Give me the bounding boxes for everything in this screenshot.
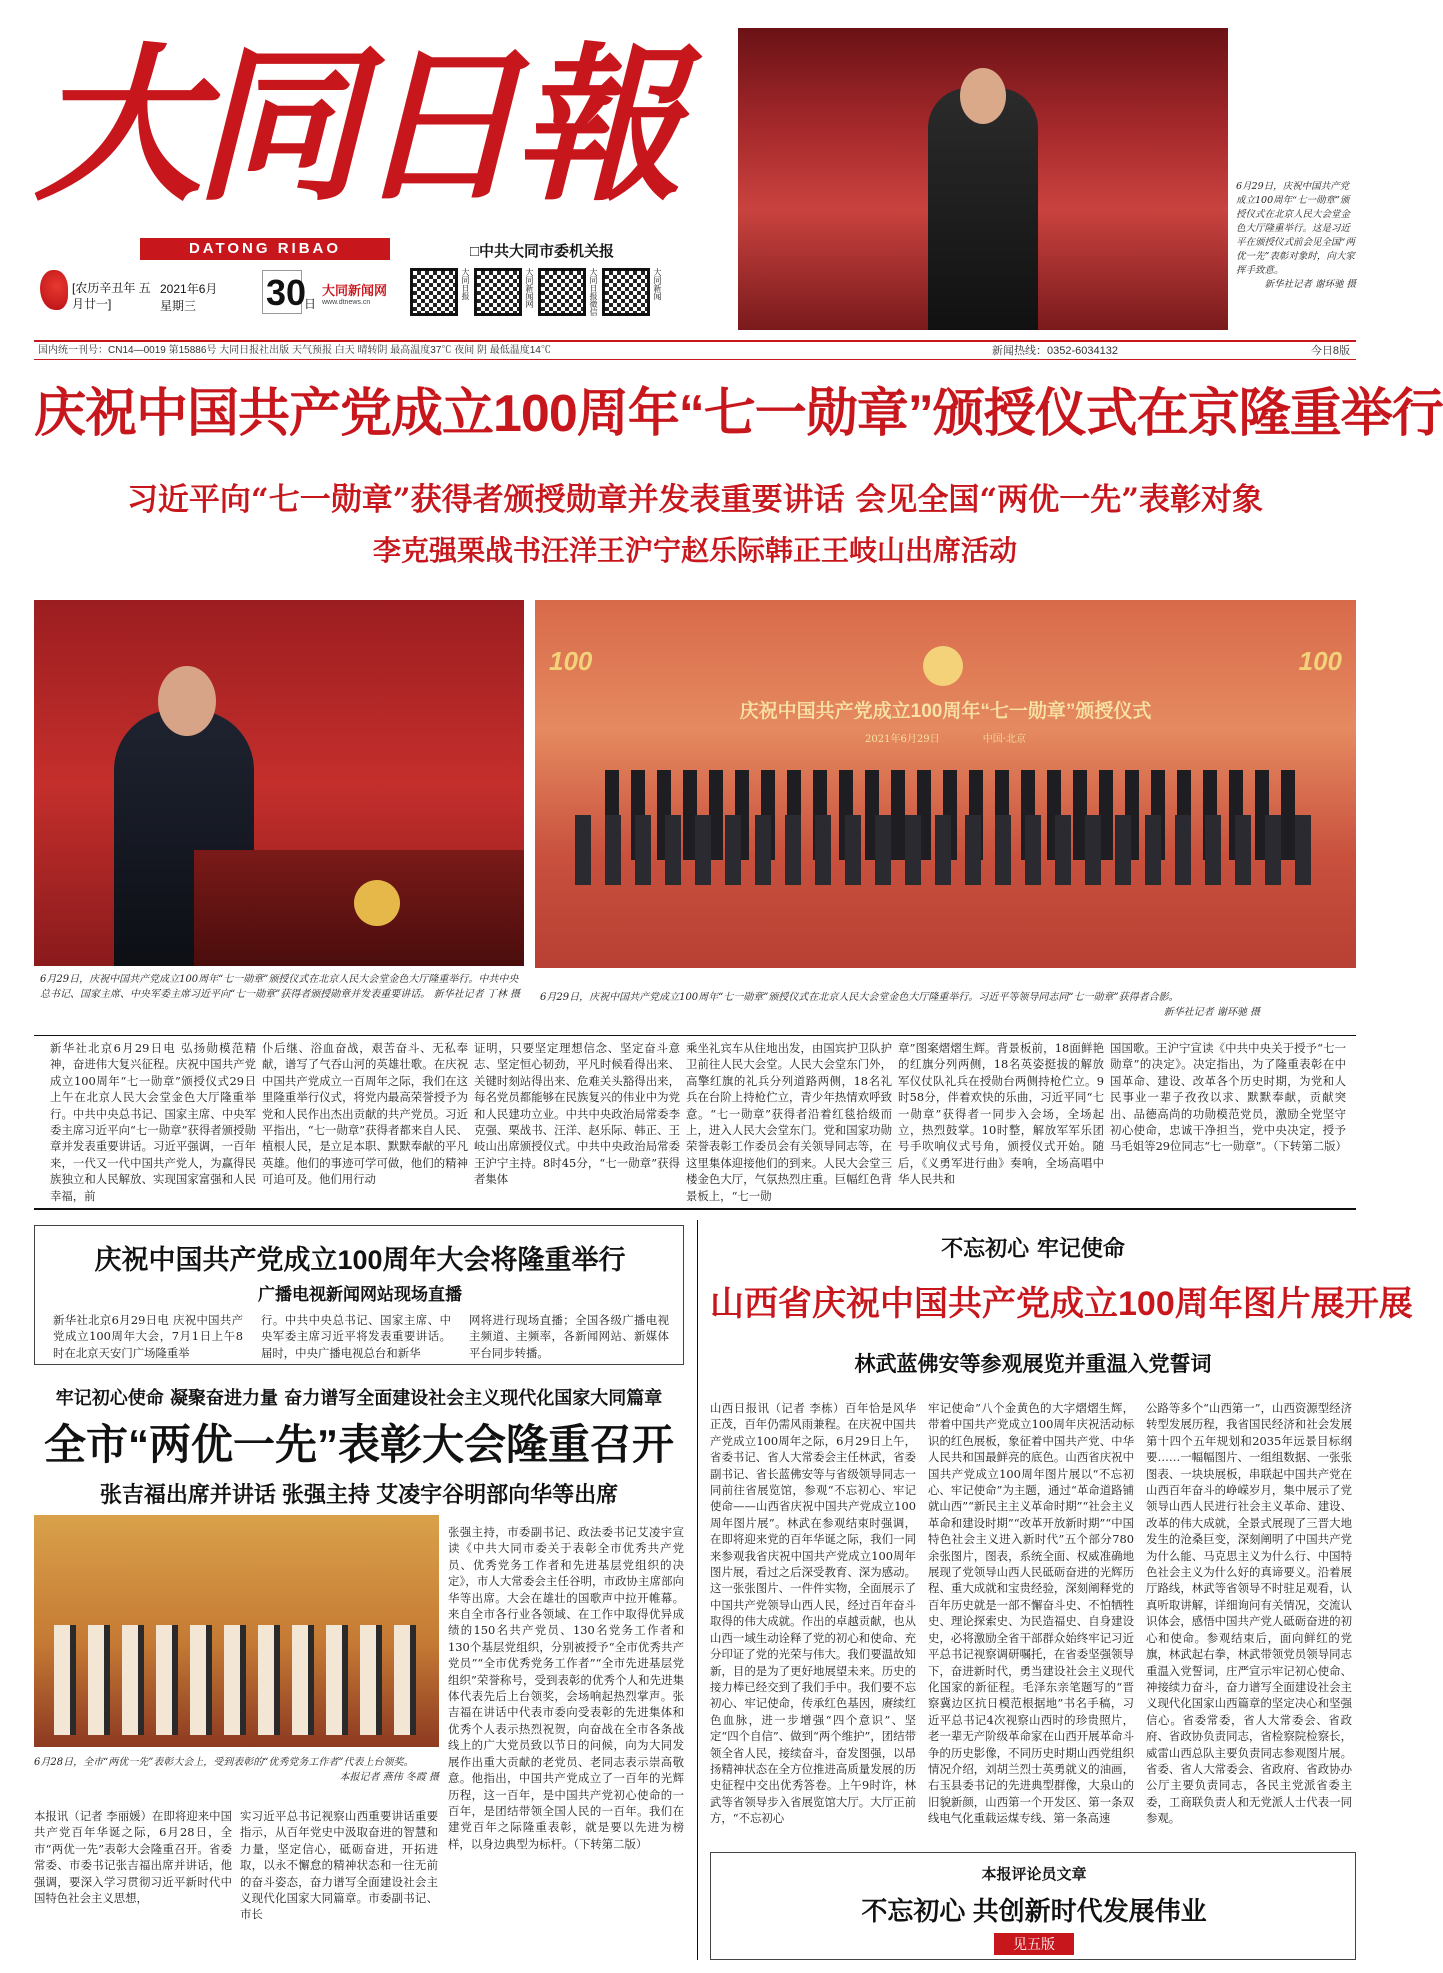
live-body-col-2: 行。中共中央总书记、国家主席、中央军委主席习近平将发表重要讲话。届时，中央广播电视总台和新华 xyxy=(261,1313,451,1360)
newspaper-pinyin: DATONG RIBAO xyxy=(140,238,390,260)
lunar-date: [农历辛丑年 五月廿一] xyxy=(72,281,151,311)
group-caption-text: 6月29日，庆祝中国共产党成立100周年“七一勋章”颁授仪式在北京人民大会堂金色大厅隆重举行。习近平等领导同志同“七一勋章”获得者合影。 xyxy=(540,992,1179,1003)
lead-body-col-6: 国国歌。王沪宁宣读《中共中央关于授予“七一勋章”的决定》。决定指出，为了隆重表彰在中国革命、建设、改革各个历史时期，为党和人民事业一辈子孜孜以求、默默奉献，贡献突出、品德高尚的功勋模范党员，激励全党坚守初心使命，忠诚干净担当，党中央决定，授予马毛姐等29位同志“七一勋章”。（下转第二版） xyxy=(1110,1041,1347,1154)
local-body-col-1: 本报讯（记者 李丽媛）在即将迎来中国共产党百年华诞之际，6月28日，全市“两优一先”表彰大会隆重召开。省委常委、市委书记张吉福出席并讲话，他强调，要深入学习贯彻习近平新时代中国特色社会主义思想， xyxy=(34,1809,232,1906)
award-row xyxy=(54,1625,424,1735)
banner-logo-left: 100 xyxy=(549,646,593,676)
commentary-label: 本报评论员文章 xyxy=(981,1865,1087,1883)
qr-code-icon[interactable] xyxy=(410,268,458,316)
photo-figure xyxy=(928,88,1038,330)
lead-body-col-5: 章”图案熠熠生辉。背景板前，18面鲜艳的红旗分列两侧，18名英姿挺拔的解放军仪仗队礼兵在授勋台两侧持枪伫立。9时58分，伴着欢快的乐曲，习近平同“七一勋章”获得者一同步入会场，全场起立，热烈鼓掌。10时整，解放军军乐团号手吹响仪式号角，颁授仪式开始。随后，《义勇军进行曲》奏响，全场高唱中华人民共和 xyxy=(898,1041,1104,1187)
divider xyxy=(34,1208,1356,1210)
live-box xyxy=(34,1225,684,1365)
qr-code-icon[interactable] xyxy=(474,268,522,316)
commentary-box[interactable] xyxy=(710,1852,1356,1960)
party-emblem-icon xyxy=(354,880,400,926)
banner-logo-right: 100 xyxy=(1298,646,1342,676)
exhibit-body-col-3: 公路等多个“山西第一”，山西资源型经济转型发展历程，我省国民经济和社会发展第十四个五年规划和2035年远景目标纲要……一幅幅图片、一组组数据、一张张图表、一块块展板，串联起中国共产党在山西百年奋斗的峥嵘岁月，集中展示了党领导山西人民进行社会主义革命、建设、改革的伟大成就，全景式展现了三晋大地发生的沧桑巨变，深刻阐明了中国共产党为什么能、马克思主义为什么行、中国特色社会主义为什么好的真谛要义。沿着展厅路线，林武等省领导不时驻足观看，认真听取讲解，详细询问有关情况，交流认识体会，感悟中国共产党人砥砺奋进的初心和使命。参观结束后，面向鲜红的党旗，林武起右拳，林武带领党员领导同志重温入党誓词，庄严宣示牢记初心使命、神接续力奋斗，奋力谱写全面建设社会主义现代化国家山西篇章的坚定决心和坚强信心。省委常委，省人大常委会、省政府、省政协负责同志，省检察院检察长，威雷山西总队主要负责同志参观图片展。省委、省人大常委会、省政府、省政协办公厅主要负责同志，各民主党派省委主委，工商联负责人和无党派人士代表一同参观。 xyxy=(1146,1401,1352,1826)
issue-weekday: 星期三 xyxy=(160,299,197,313)
speech-photo-caption xyxy=(40,972,520,1002)
banner-emblem-icon xyxy=(923,646,963,686)
qr-label: 大同日报 xyxy=(461,268,470,300)
live-body-col-3: 网将进行现场直播；全国各级广播电视主频道、主频率，各新闻网站、新媒体平台同步转播。 xyxy=(469,1313,669,1360)
news-site-logo[interactable] xyxy=(322,280,387,306)
issue-date xyxy=(160,280,217,314)
divider xyxy=(697,1220,698,1960)
local-kicker: 牢记初心使命 凝聚奋进力量 奋力谱写全面建设社会主义现代化国家大同篇章 xyxy=(55,1388,663,1409)
commentary-headline: 不忘初心 共创新时代发展伟业 xyxy=(861,1896,1207,1926)
top-photo-caption xyxy=(1236,180,1356,292)
banner-title: 庆祝中国共产党成立100周年“七一勋章”颁授仪式 xyxy=(739,701,1152,722)
group-photo-caption xyxy=(540,990,1350,1020)
lead-body-col-4: 乘坐礼宾车从住地出发，由国宾护卫队护卫前往人民大会堂。人民大会堂东门外，高擎红旗的礼兵分列道路两侧，18名礼兵在台阶上持枪伫立，青少年热情欢呼致意。“七一勋章”获得者沿着红毯拾级而上，进入人民大会堂东门。党和国家功勋荣誉表彰工作委员会有关领导同志等，在这里集体迎接他们的到来。人民大会堂三楼金色大厅，气氛热烈庄重。巨幅红色背景板上，“七一勋 xyxy=(686,1041,892,1203)
live-subhead: 广播电视新闻网站现场直播 xyxy=(258,1285,462,1304)
qr-label: 大同新闻 xyxy=(653,268,662,300)
group-photo xyxy=(535,600,1356,968)
top-photo-caption-text: 6月29日，庆祝中国共产党成立100周年“七一勋章”颁授仪式在北京人民大会堂金色大厅隆重举行。这是习近平在颁授仪式前会见全国“两优一先”表彰对象时，向大家挥手致意。 xyxy=(1236,181,1355,276)
local-award-photo xyxy=(34,1515,439,1747)
qr-code-icon[interactable] xyxy=(602,268,650,316)
photo-figure-head xyxy=(960,68,1006,124)
exhibit-headline: 山西省庆祝中国共产党成立100周年图片展开展 xyxy=(710,1285,1413,1323)
issue-month: 2021年6月 xyxy=(160,282,218,296)
local-headline: 全市“两优一先”表彰大会隆重召开 xyxy=(43,1421,674,1468)
qr-code-icon[interactable] xyxy=(538,268,586,316)
exhibit-body-col-1: 山西日报讯（记者 李栋）百年恰是风华正茂，百年仍需风雨兼程。在庆祝中国共产党成立100周年之际，6月29日上午，省委书记、省人大常委会主任林武，省委副书记、省长蓝佛安等与省级领导同志一同前往省展览馆，参观“不忘初心、牢记使命——山西省庆祝中国共产党成立100周年图片展”。林武在参观结束时强调，在即将迎来党的百年华诞之际，我们一同来参观我省庆祝中国共产党成立100周年图片展，看过之后深受教育、深为感动。这一张张图片、一件件实物，全面展示了中国共产党领导山西人民，经过百年奋斗取得的伟大成就。作出的卓越贡献，也从山西一域生动诠释了党的初心和使命、充分印证了党的光荣与伟大。我们要温故知新，目的是为了更好地展望未来。历史的接力棒已经交到了我们手中。我们要不忘初心、牢记使命，传承红色基因，赓续红色血脉，进一步增强“四个意识”、坚定“四个自信”、做到“两个维护”，团结带领全省人民，接续奋斗，奋发图强，以昂扬精神状态在全方位推进高质量发展的历史征程中交出优秀答卷。上午9时许，林武等省领导步入省展览馆大厅。大厅正前方，“不忘初心 xyxy=(710,1401,916,1826)
lead-body-col-1: 新华社北京6月29日电 弘扬勋模范精神，奋进伟大复兴征程。庆祝中国共产党成立100周年“七一勋章”颁授仪式29日上午在北京人民大会堂金色大厅隆重举行。中共中央总书记、国家主席、中央军委主席习近平向“七一勋章”获得者颁授勋章并发表重要讲话。习近平强调，一百年来，一代又一代中国共产党人，为赢得民族独立和人民解放、实现国家富强和人民幸福，前 xyxy=(50,1041,256,1203)
lead-body-col-2: 仆后继、浴血奋战，艰苦奋斗、无私奉献，谱写了气吞山河的英雄壮歌。在庆祝中国共产党成立一百周年之际，我们在这里隆重举行仪式，将党内最高荣誉授予为党和人民作出杰出贡献的共产党员。习近平指出，“七一勋章”获得者都来自人民、植根人民，是立足本职、默默奉献的平凡英雄。他们的事迹可学可做，他们的精神可追可及。他们用行动 xyxy=(262,1041,468,1187)
local-caption-text: 6月28日，全市“两优一先”表彰大会上，受到表彰的“优秀党务工作者”代表上台领奖。 xyxy=(34,1757,414,1768)
local-body-col-3: 张强主持，市委副书记、政法委书记艾凌宇宣读《中共大同市委关于表彰全市优秀共产党员、优秀党务工作者和先进基层党组织的决定》，市人大常委会主任谷明，市政协主席部向华等出席。大会在雄壮的国歌声中拉开帷幕。来自全市各行业各领域、在工作中取得优异成绩的150名共产党员、130名党务工作者和130个基层党组织，分别被授予“全市优秀共产党员”“全市优秀党务工作者”“全市先进基层党组织”荣誉称号，受到表彰的优秀个人和先进集体代表先后上台领奖，会场响起热烈掌声。张吉福在讲话中代表市委向受表彰的先进集体和优秀个人表示热烈祝贺，向奋战在全市各条战线上的广大党员致以节日的问候，向为大同发展作出重大贡献的老党员、老同志表示崇高敬意。他指出，中国共产党成立了一百年的光辉历程，这一百年，是中国共产党初心使命的一百年，是团结带领全国人民的一百年。我们在建党百年之际隆重表彰，就是要以先进为榜样，以身边典型为标杆。（下转第二版） xyxy=(448,1525,684,1851)
commentary-see-page[interactable]: 见五版 xyxy=(994,1933,1074,1955)
info-bar-left: 国内统一刊号：CN14—0019 第15886号 大同日报社出版 天气预报 白天 晴转阴 最高温度37℃ 夜间 阴 最低温度14℃ xyxy=(38,345,551,356)
newspaper-organ: □中共大同市委机关报 xyxy=(470,243,615,260)
banner-date-text: 2021年6月29日 xyxy=(865,734,940,745)
issue-day-suffix: 日 xyxy=(304,297,317,311)
lead-subhead: 习近平向“七一勋章”获得者颁授勋章并发表重要讲话 会见全国“两优一先”表彰对象 xyxy=(126,482,1264,518)
newspaper-title: 大同日報 xyxy=(34,26,674,224)
info-bar xyxy=(34,340,1356,360)
masthead-logo xyxy=(34,18,694,233)
local-caption-credit: 本报记者 燕伟 冬霞 摄 xyxy=(339,1772,439,1783)
live-headline: 庆祝中国共产党成立100周年大会将隆重举行 xyxy=(94,1245,626,1275)
qr-label: 大同日报微信 xyxy=(589,268,598,316)
local-body-col-2: 实习近平总书记视察山西重要讲话重要指示，从百年党史中汲取奋进的智慧和力量，坚定信心，砥砺奋进，开拓进取，以永不懈怠的精神状态和一往无前的奋斗姿态，奋力谱写全面建设社会主义现代化国家大同篇章。市委副书记、市长 xyxy=(240,1809,438,1922)
lead-attendance: 李克强栗战书汪洋王沪宁赵乐际韩正王岐山出席活动 xyxy=(372,535,1017,566)
exhibit-body-col-2: 牢记使命”八个金黄色的大字熠熠生辉，带着中国共产党成立100周年庆祝活动标识的红色展板，象征着中国共产党、中华人民共和国最鲜亮的底色。山西省庆祝中国共产党成立100周年图片展以“不忘初心、牢记使命”为主题，通过“革命道路铺就山西”“新民主主义革命时期”“社会主义革命和建设时期”“改革开放新时期”“中国特色社会主义进入新时代”五个部分780余张图片，图表，系统全面、权威准确地展现了党领导山西人民砥砺奋进的光辉历程、重大成就和宝贵经验，深刻阐释党的百年历史就是一部不懈奋斗史、不怕牺牲史、理论探索史、为民造福史、自身建设史，必将激励全省干部群众始终牢记习近平总书记视察调研嘱托，在省委坚强领导下，奋进新时代，勇当建设社会主义现代化国家的新征程。毛泽东亲笔题写的“晋察冀边区抗日模范根据地”书名手稿，习近平总书记4次视察山西时的珍贵照片，老一辈无产阶级革命家在山西开展革命斗争的历史影像，不同历史时期山西党组织情况介绍，刘胡兰烈士英勇就义的油画，右玉县委书记的先进典型群像，大泉山的旧貌新颜，山西第一个开发区、第一条双线电气化重载运煤专线、第一条高速 xyxy=(928,1401,1134,1826)
lead-body-col-3: 证明，只要坚定理想信念、坚定奋斗意志、坚定恒心韧劲，平凡时候看得出来、关键时刻站得出来、危难关头豁得出来，每名党员都能够在民族复兴的伟业中为党和人民建功立业。中共中央政治局常委李克强、栗战书、汪洋、赵乐际、韩正、王岐山出席颁授仪式。中共中央政治局常委王沪宁主持。8时45分，“七一勋章”获得者集体 xyxy=(474,1041,680,1187)
speaker-head xyxy=(158,666,216,736)
top-photo-credit: 新华社记者 谢环驰 摄 xyxy=(1264,279,1356,290)
group-caption-credit: 新华社记者 谢环驰 摄 xyxy=(1163,1007,1260,1018)
banner-date xyxy=(535,730,1356,745)
speech-photo xyxy=(34,600,524,966)
speech-caption-text: 6月29日，庆祝中国共产党成立100周年“七一勋章”颁授仪式在北京人民大会堂金色大厅隆重举行。中共中央总书记、国家主席、中央军委主席习近平向“七一勋章”获得者颁授勋章并发表重要讲话。 xyxy=(40,974,519,1000)
news-site-url: www.dtnews.cn xyxy=(322,299,371,306)
flame-logo-icon xyxy=(40,270,68,310)
group-row-front xyxy=(575,815,1315,885)
local-photo-caption xyxy=(34,1755,439,1785)
speech-caption-credit: 新华社记者 丁林 摄 xyxy=(433,989,520,1000)
exhibit-subhead: 林武蓝佛安等参观展览并重温入党誓词 xyxy=(854,1351,1212,1376)
local-subhead: 张吉福出席并讲话 张强主持 艾凌宇谷明部向华等出席 xyxy=(99,1482,619,1507)
divider xyxy=(34,1035,1356,1036)
lead-headline: 庆祝中国共产党成立100周年“七一勋章”颁授仪式在京隆重举行 xyxy=(34,385,1443,443)
hotline: 新闻热线：0352-6034132 xyxy=(992,345,1118,357)
qr-label: 大同新闻网 xyxy=(525,268,534,308)
news-site-name: 大同新闻网 xyxy=(322,283,388,298)
issue-day: 30 xyxy=(266,272,307,313)
page-count: 今日8版 xyxy=(1310,345,1350,357)
top-photo xyxy=(738,28,1228,330)
live-body-col-1: 新华社北京6月29日电 庆祝中国共产党成立100周年大会，7月1日上午8时在北京天安门广场隆重举 xyxy=(53,1313,243,1360)
exhibit-kicker: 不忘初心 牢记使命 xyxy=(941,1236,1125,1262)
banner-place: 中国·北京 xyxy=(982,734,1026,745)
